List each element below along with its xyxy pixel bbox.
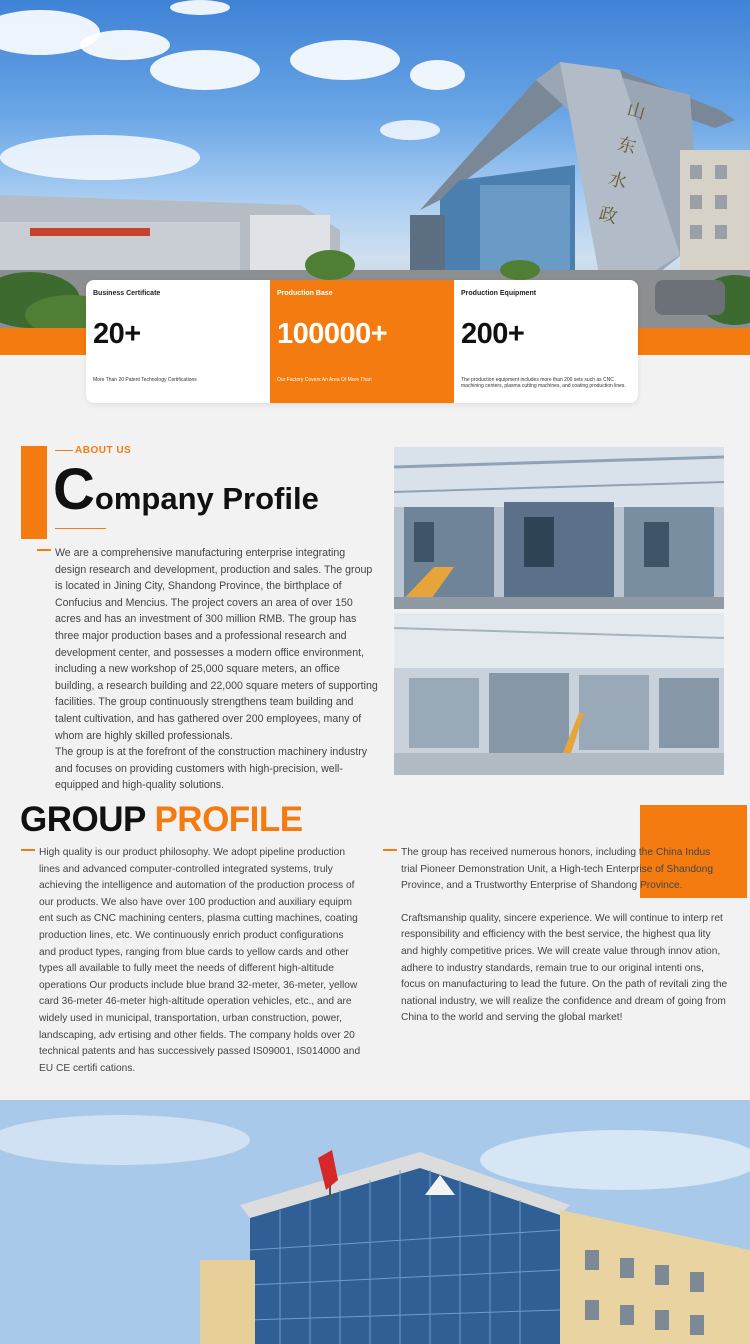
title-black-part: GROUP [20,800,146,839]
stat-title: Production Equipment [461,290,537,297]
factory-illustration [394,447,724,609]
bullet-dash [21,849,35,851]
stat-production-equipment [454,280,638,403]
title-underline [55,528,106,529]
factory-illustration [394,613,724,775]
about-paragraph: The group is at the forefront of the construction machinery industry and focuses on providing customers with high-precision, well-equipped and high-quality solutions. [55,746,368,792]
stat-description: More Than 20 Patent Technology Certifications [93,377,197,383]
title-rest: ompany Profile [94,481,319,516]
group-left-text [39,845,362,1077]
factory-image-2 [394,613,724,775]
bullet-dash [383,849,397,851]
group-paragraph: The group has received numerous honors, including the China Indus trial Pioneer Demonstration Unit, a High-tech Enterprise of Shandong Province, and a Trustworthy Enterprise of Shandong Province. [401,847,714,892]
about-description [55,545,378,794]
stat-business-certificate [86,280,270,403]
stats-card [86,280,638,403]
stat-value: 20+ [93,318,141,350]
stat-description: Our Factory Covers An Area Of More Than [277,377,372,383]
headquarters-image [0,1100,750,1344]
stat-title: Production Base [277,290,333,297]
stat-title: Business Certificate [93,290,161,297]
title-orange-part: PROFILE [154,800,303,839]
title-big-letter: C [53,457,95,522]
group-paragraph: High quality is our product philosophy. We adopt pipeline production lines and advanced computer-controlled integrated systems, truly achieving the intelligence and automation of the production process of our products. We also have over 100 production and auxiliary equipm ent such as CNC machining centers, plasma cutting machines, coating production lines, etc. We continuously enrich product configurations and product types, ranging from blue cards to yellow cards and other types all available to fully meet the needs of different high-altitude operations Our products include blue brand 32-meter, 36-meter, yellow card 36-meter 46-meter high-altitude operation vehicles, etc., and are widely used in municipal, transportation, urban construction, power, landscaping, adv ertising and other fields. The company holds over 20 technical patents and has successively passed IS09001, IS014000 and EU CE certifi cations. [39,847,361,1074]
company-profile-title [53,458,319,522]
bullet-dash [37,549,51,551]
about-us-tag: ABOUT US [55,445,131,456]
group-paragraph: Craftsmanship quality, sincere experience. We will continue to interp ret responsibility and efficiency with the best service, the highest qua lity and highly competitive prices. We will create value through innov ation, adhere to industry standards, remain true to our original intenti ons, focus on manufacturing to lead the future. On the path of revitali zing the national industry, we will realize the confidence and dream of going from China to the world and serving the global market! [401,912,728,1024]
group-profile-title [20,800,303,840]
decorative-orange-bar [21,446,47,539]
stat-description: The production equipment includes more than 200 sets such as CNC machining centers, plasma cutting machines, and coating production lines. [461,377,626,389]
headquarters-illustration [0,1100,750,1344]
gate-sign-text: 山东水政 [596,98,648,229]
stat-production-base [270,280,454,403]
factory-image-1 [394,447,724,609]
group-right-text [401,845,729,1027]
stat-value: 200+ [461,318,525,350]
stat-value: 100000+ [277,318,388,350]
about-paragraph: We are a comprehensive manufacturing enterprise integrating design research and development, production and sales. The group is located in Jining City, Shandong Province, the birthplace of Confucius and Mencius. The project covers an area of over 150 acres and has an investment of 300 million RMB. The group has three major production bases and a professional research and development center, and possesses a modern office environment, including a new workshop of 25,000 square meters, an office building, a research building and 22,000 square meters of supporting facilities. The group continuously strengthens team building and talent cultivation, and has gathered over 200 employees, many of whom are highly skilled professionals. [55,547,378,742]
